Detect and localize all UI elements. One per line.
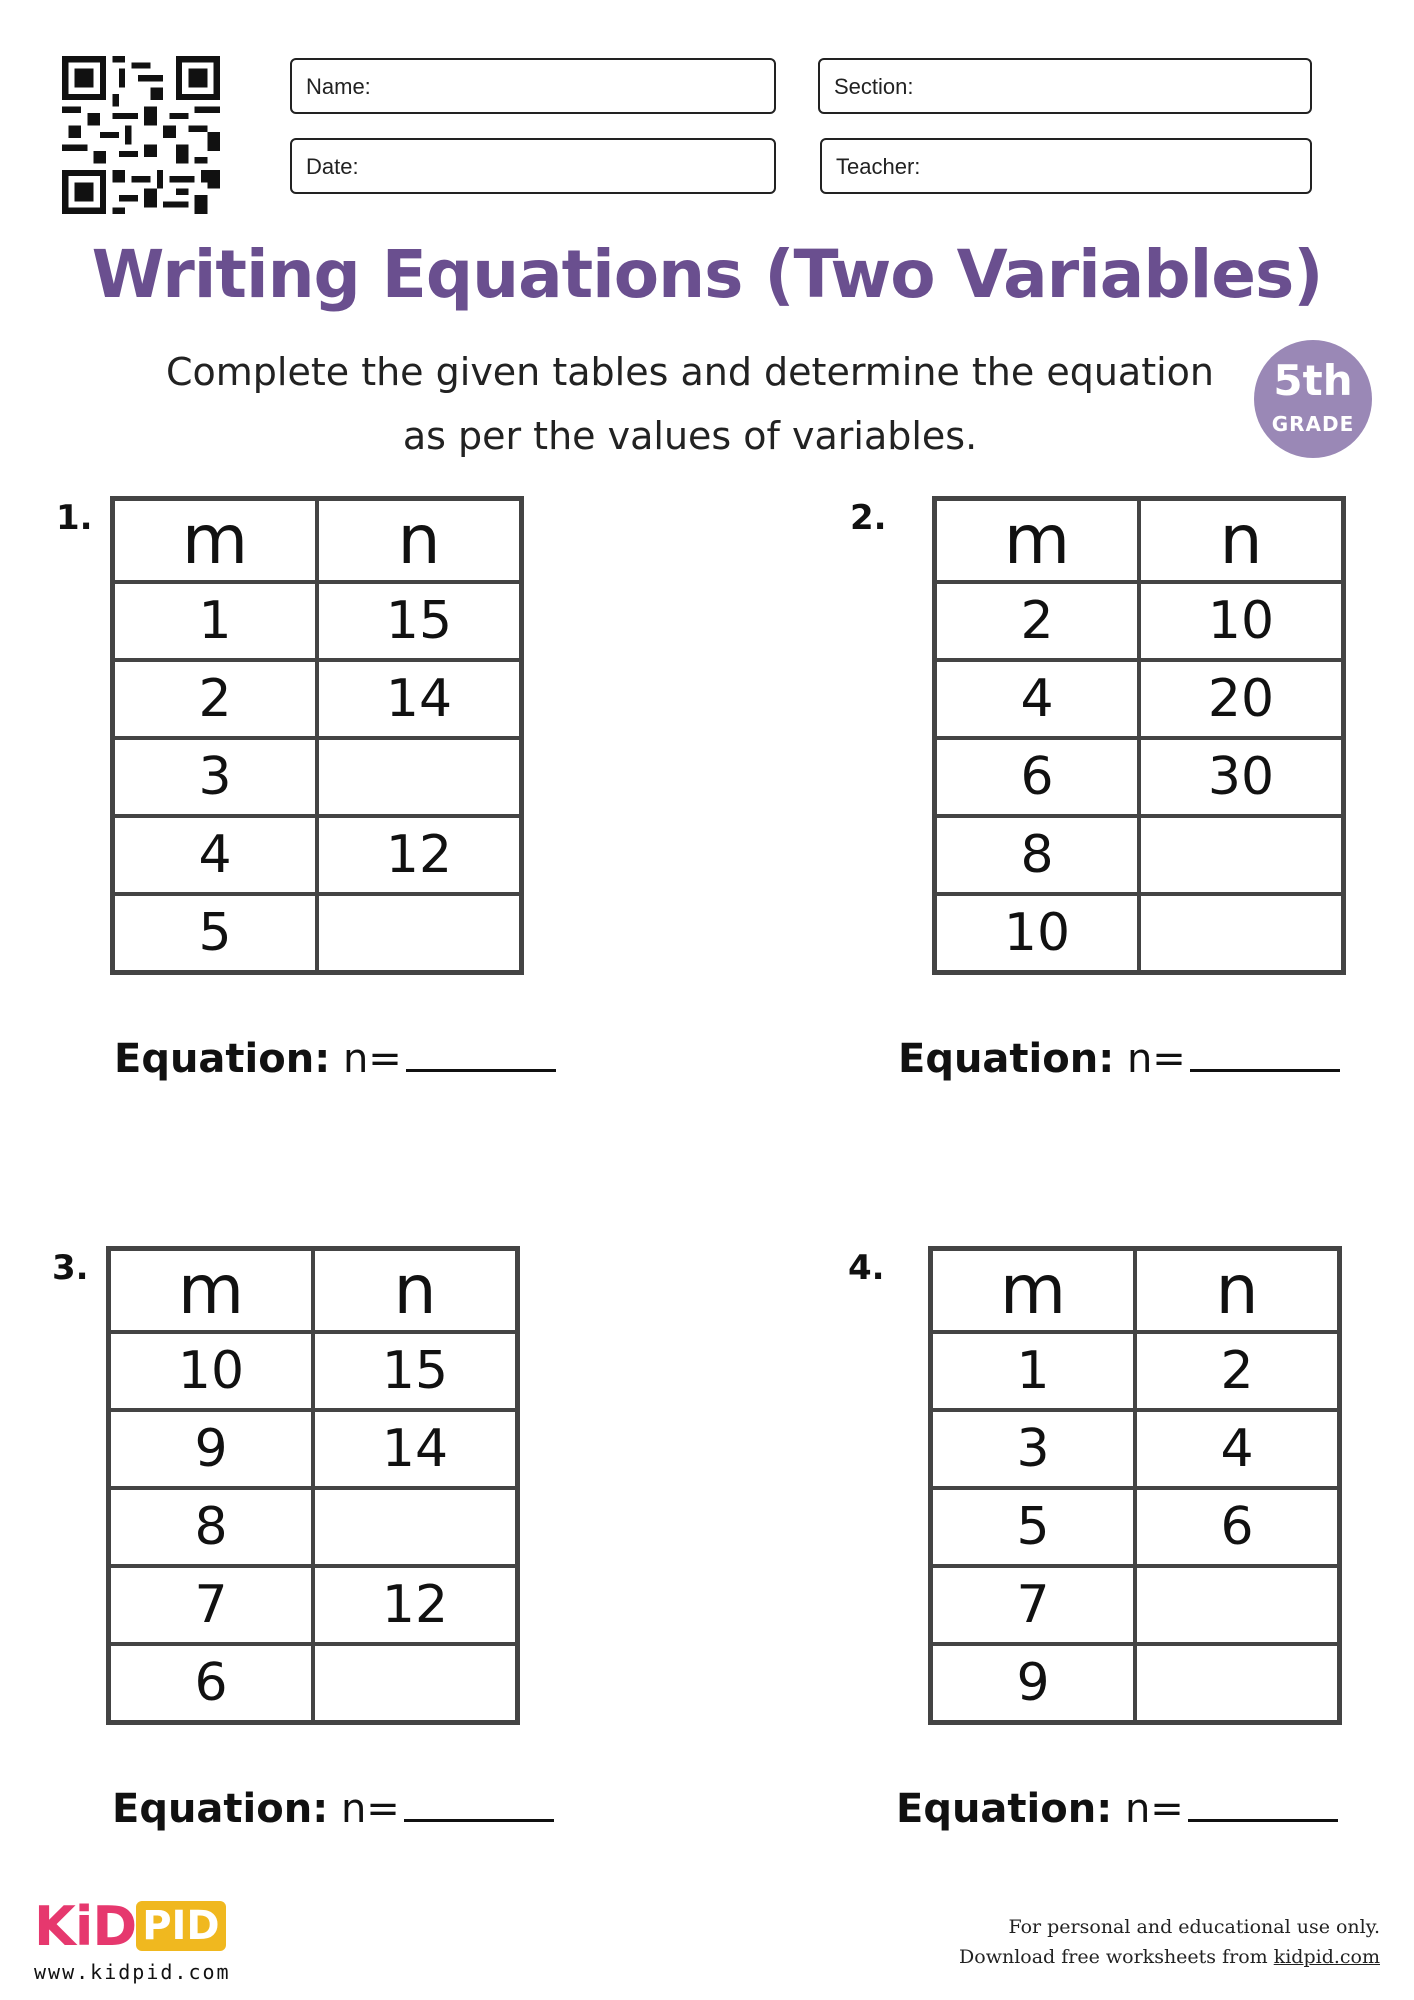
footer-note [959, 1912, 1380, 1972]
cell-n: 4 [1135, 1410, 1340, 1488]
footer-line-1: For personal and educational use only. [1008, 1916, 1380, 1938]
footer-line-2-prefix: Download free worksheets from [959, 1946, 1274, 1968]
cell-n-blank[interactable] [1135, 1644, 1340, 1723]
equation-answer-line[interactable] [406, 1068, 556, 1072]
problem-2-table [932, 496, 1346, 975]
equation-label: Equation: [114, 1036, 331, 1082]
header-m: m [935, 499, 1140, 583]
cell-n: 2 [1135, 1332, 1340, 1410]
table-row [113, 660, 522, 738]
table-row [931, 1566, 1340, 1644]
cell-n: 30 [1139, 738, 1344, 816]
header-n: n [1135, 1249, 1340, 1333]
header-n: n [1139, 499, 1344, 583]
cell-n-blank[interactable] [1135, 1566, 1340, 1644]
table-row [931, 1332, 1340, 1410]
header-n: n [317, 499, 522, 583]
table-row [109, 1332, 518, 1410]
cell-m: 9 [931, 1644, 1136, 1723]
cell-n: 15 [317, 582, 522, 660]
table-row [935, 582, 1344, 660]
problem-1-table [110, 496, 524, 975]
cell-m: 6 [935, 738, 1140, 816]
cell-n-blank[interactable] [317, 738, 522, 816]
footer-link[interactable]: kidpid.com [1273, 1946, 1380, 1968]
problem-1-number: 1. [56, 498, 93, 538]
equation-prefix: n= [342, 1036, 402, 1082]
cell-n: 10 [1139, 582, 1344, 660]
equation-label: Equation: [112, 1786, 329, 1832]
table-row [113, 894, 522, 973]
instructions [120, 340, 1260, 468]
problem-3-number: 3. [52, 1248, 89, 1288]
header-n: n [313, 1249, 518, 1333]
table-header-row [113, 499, 522, 583]
cell-m: 5 [113, 894, 318, 973]
cell-m: 10 [109, 1332, 314, 1410]
logo-kid-text: KiD [34, 1895, 137, 1958]
table-row [935, 660, 1344, 738]
cell-n-blank[interactable] [1139, 816, 1344, 894]
table-row [113, 738, 522, 816]
cell-n-blank[interactable] [313, 1644, 518, 1723]
problem-2-number: 2. [850, 498, 887, 538]
equation-prefix: n= [1126, 1036, 1186, 1082]
cell-m: 1 [931, 1332, 1136, 1410]
equation-prefix: n= [340, 1786, 400, 1832]
equation-answer-line[interactable] [1190, 1068, 1340, 1072]
header-m: m [931, 1249, 1136, 1333]
equation-answer-line[interactable] [404, 1818, 554, 1822]
cell-m: 10 [935, 894, 1140, 973]
cell-m: 1 [113, 582, 318, 660]
cell-m: 3 [113, 738, 318, 816]
cell-m: 2 [935, 582, 1140, 660]
qr-code-image [62, 56, 220, 214]
table-row [109, 1488, 518, 1566]
cell-m: 8 [935, 816, 1140, 894]
table-row [113, 582, 522, 660]
cell-n: 14 [317, 660, 522, 738]
problem-4-number: 4. [848, 1248, 885, 1288]
table-header-row [109, 1249, 518, 1333]
problem-1-equation [114, 1036, 556, 1082]
footer-line-2 [959, 1942, 1380, 1972]
table-header-row [931, 1249, 1340, 1333]
equation-label: Equation: [898, 1036, 1115, 1082]
problem-2-equation [898, 1036, 1340, 1082]
cell-m: 8 [109, 1488, 314, 1566]
table-row [109, 1644, 518, 1723]
instructions-line-1: Complete the given tables and determine the equation [165, 350, 1214, 394]
cell-n: 6 [1135, 1488, 1340, 1566]
cell-n: 14 [313, 1410, 518, 1488]
instructions-line-2: as per the values of variables. [402, 414, 978, 458]
cell-n: 15 [313, 1332, 518, 1410]
table-row [931, 1488, 1340, 1566]
cell-m: 4 [935, 660, 1140, 738]
table-row [931, 1410, 1340, 1488]
header-m: m [113, 499, 318, 583]
teacher-field[interactable]: Teacher: [820, 138, 1312, 194]
kidpid-logo [34, 1895, 231, 1984]
problem-4-equation [896, 1786, 1338, 1832]
table-row [935, 738, 1344, 816]
equation-label: Equation: [896, 1786, 1113, 1832]
table-row [109, 1566, 518, 1644]
cell-n: 20 [1139, 660, 1344, 738]
table-row [935, 894, 1344, 973]
logo-url: www.kidpid.com [34, 1960, 231, 1984]
cell-n-blank[interactable] [1139, 894, 1344, 973]
header-m: m [109, 1249, 314, 1333]
grade-badge-label: GRADE [1271, 412, 1355, 436]
grade-badge-number: 5th [1273, 356, 1353, 405]
problem-4-table [928, 1246, 1342, 1725]
date-field[interactable]: Date: [290, 138, 776, 194]
cell-m: 3 [931, 1410, 1136, 1488]
cell-m: 7 [109, 1566, 314, 1644]
table-row [113, 816, 522, 894]
grade-badge [1254, 340, 1372, 458]
cell-m: 6 [109, 1644, 314, 1723]
cell-n-blank[interactable] [313, 1488, 518, 1566]
page-title: Writing Equations (Two Variables) [91, 236, 1323, 313]
problem-3-table [106, 1246, 520, 1725]
equation-answer-line[interactable] [1188, 1818, 1338, 1822]
table-row [109, 1410, 518, 1488]
cell-m: 5 [931, 1488, 1136, 1566]
section-field[interactable]: Section: [818, 58, 1312, 114]
cell-m: 7 [931, 1566, 1136, 1644]
equation-prefix: n= [1124, 1786, 1184, 1832]
cell-n: 12 [317, 816, 522, 894]
cell-n-blank[interactable] [317, 894, 522, 973]
name-field[interactable]: Name: [290, 58, 776, 114]
problem-3-equation [112, 1786, 554, 1832]
table-row [935, 816, 1344, 894]
cell-m: 4 [113, 816, 318, 894]
table-header-row [935, 499, 1344, 583]
cell-n: 12 [313, 1566, 518, 1644]
logo-pid-text: PID [136, 1901, 225, 1951]
cell-m: 2 [113, 660, 318, 738]
table-row [931, 1644, 1340, 1723]
cell-m: 9 [109, 1410, 314, 1488]
